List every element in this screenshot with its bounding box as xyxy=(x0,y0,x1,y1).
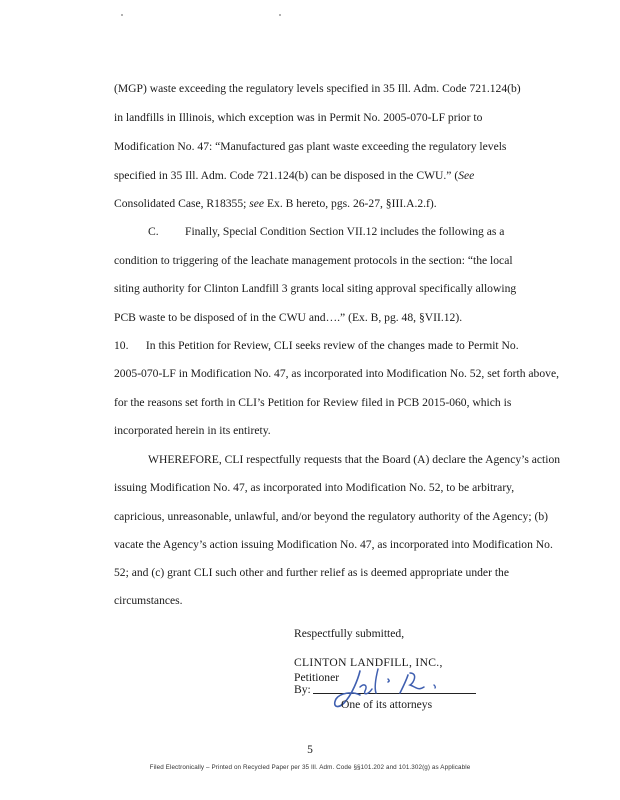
body-line: condition to triggering of the leachate management protocols in the section: “the local xyxy=(114,254,513,267)
subparagraph-label: C. xyxy=(148,225,159,238)
scan-speck xyxy=(121,14,123,16)
page-footer: Filed Electronically – Printed on Recycled Paper per 35 Ill. Adm. Code §§101.202 and 101.302(g) as Applicable xyxy=(149,764,471,771)
body-line: siting authority for Clinton Landfill 3 grants local siting approval specifically allowing xyxy=(114,282,517,295)
text-segment: Ex. B hereto, pgs. 26-27, §III.A.2.f). xyxy=(264,197,437,210)
by-label: By: xyxy=(294,683,311,696)
body-line: 52; and (c) grant CLI such other and further relief as is deemed appropriate under the xyxy=(114,566,509,579)
body-line: vacate the Agency’s action issuing Modification No. 47, as incorporated into Modification No. xyxy=(114,538,553,551)
italic-citation: see xyxy=(249,197,265,210)
body-line: incorporated herein in its entirety. xyxy=(114,424,271,437)
closing: Respectfully submitted, xyxy=(294,627,405,640)
body-line: for the reasons set forth in CLI’s Petition for Review filed in PCB 2015-060, which is xyxy=(114,396,512,409)
body-line: Modification No. 47: “Manufactured gas plant waste exceeding the regulatory levels xyxy=(114,140,507,153)
body-line: 2005-070-LF in Modification No. 47, as incorporated into Modification No. 52, set forth above, xyxy=(114,367,559,380)
text-segment: specified in 35 Ill. Adm. Code 721.124(b) can be disposed in the CWU.” ( xyxy=(114,169,459,182)
scan-speck xyxy=(279,14,281,16)
page-number: 5 xyxy=(307,744,313,756)
body-line: (MGP) waste exceeding the regulatory levels specified in 35 Ill. Adm. Code 721.124(b) xyxy=(114,82,521,95)
body-line: capricious, unreasonable, unlawful, and/or beyond the regulatory authority of the Agency; (b) xyxy=(114,510,548,523)
body-line: issuing Modification No. 47, as incorporated into Modification No. 52, to be arbitrary, xyxy=(114,481,515,494)
body-line xyxy=(114,197,437,210)
body-line: circumstances. xyxy=(114,594,183,607)
party-role: Petitioner xyxy=(294,671,340,684)
body-line: in landfills in Illinois, which exception was in Permit No. 2005-070-LF prior to xyxy=(114,111,483,124)
body-line: PCB waste to be disposed of in the CWU and….” (Ex. B, pg. 48, §VII.12). xyxy=(114,311,463,324)
text-segment: Consolidated Case, R18355; xyxy=(114,197,250,210)
body-line xyxy=(114,169,474,182)
numbered-paragraph: 10. In this Petition for Review, CLI seeks review of the changes made to Permit No. xyxy=(114,339,519,352)
party-name: CLINTON LANDFILL, INC., xyxy=(294,656,443,669)
wherefore-line: WHEREFORE, CLI respectfully requests that the Board (A) declare the Agency’s action xyxy=(148,453,561,466)
attorney-line: One of its attorneys xyxy=(341,698,433,711)
italic-citation: See xyxy=(458,169,475,182)
body-line: Finally, Special Condition Section VII.12 includes the following as a xyxy=(185,225,505,238)
